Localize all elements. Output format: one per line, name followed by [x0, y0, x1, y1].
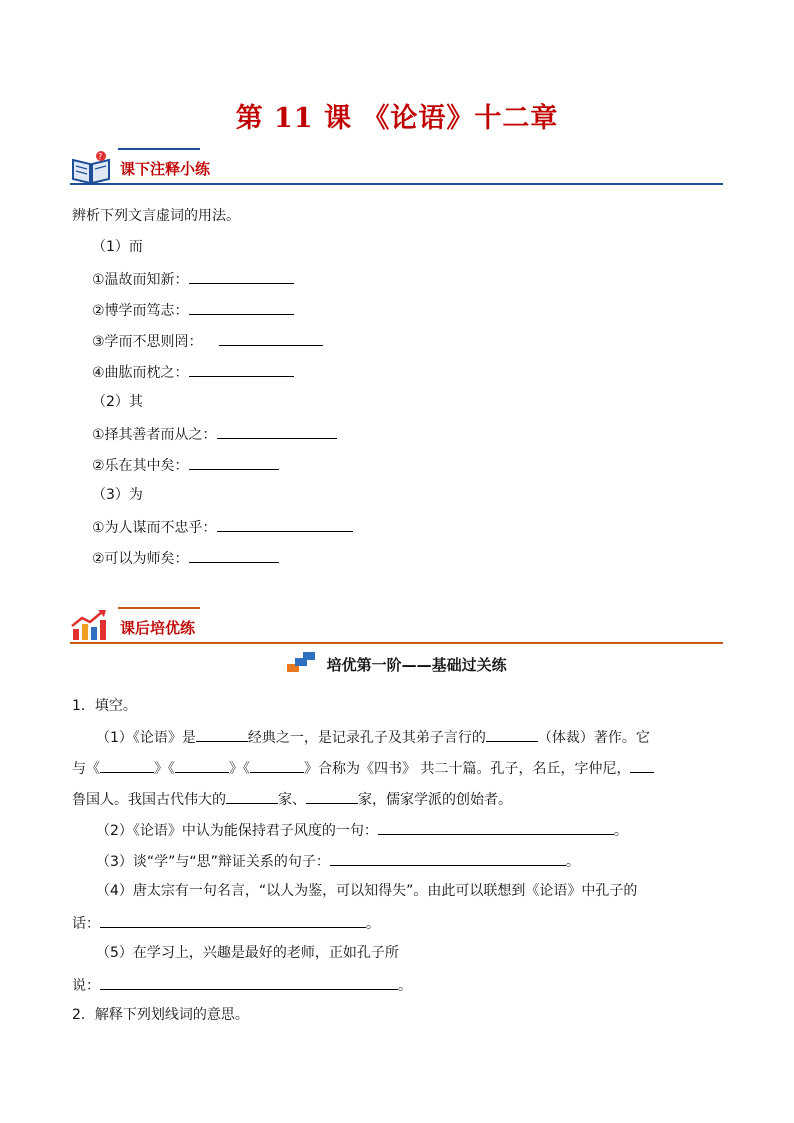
item-prompt: ③学而不思则罔： — [92, 334, 203, 350]
growth-chart-icon — [70, 609, 108, 641]
group-heading-er: （1）而 — [92, 239, 143, 255]
text-run: 家，儒家学派的创始者。 — [358, 792, 512, 808]
answer-blank[interactable] — [630, 758, 654, 773]
item-prompt: ④曲肱而枕之： — [92, 365, 189, 381]
answer-blank[interactable] — [219, 331, 323, 346]
answer-blank[interactable] — [486, 727, 538, 742]
item-prompt: ②可以为师矣： — [92, 551, 189, 567]
exercise-item — [92, 455, 279, 475]
fill-line — [72, 975, 412, 995]
answer-blank[interactable] — [100, 913, 366, 928]
section-label: 课后培优练 — [120, 619, 196, 637]
subheading — [0, 652, 794, 675]
instruction: 辨析下列文言虚词的用法。 — [72, 208, 240, 224]
fill-line — [96, 851, 580, 871]
text-run: 。 — [366, 916, 380, 932]
fill-line — [72, 913, 380, 933]
fill-line — [96, 727, 650, 747]
answer-blank[interactable] — [189, 269, 294, 284]
item-prompt: ②乐在其中矣： — [92, 458, 189, 474]
answer-blank[interactable] — [306, 789, 358, 804]
answer-blank[interactable] — [189, 548, 279, 563]
text-run: 》合称为《四书》 共二十篇。孔子，名丘，字仲尼， — [304, 761, 631, 777]
steps-icon — [287, 652, 317, 674]
svg-text:?: ? — [98, 152, 103, 161]
text-run: 家、 — [278, 792, 306, 808]
answer-blank[interactable] — [226, 789, 278, 804]
exercise-item — [92, 362, 294, 382]
exercise-item — [92, 548, 279, 568]
book-icon — [70, 150, 112, 186]
section-label: 课下注释小练 — [120, 160, 211, 178]
text-run: （1）《论语》是 — [96, 730, 196, 746]
group-heading-wei: （3）为 — [92, 487, 143, 503]
text-line: （5）在学习上，兴趣是最好的老师，正如孔子所 — [96, 945, 399, 961]
answer-blank[interactable] — [189, 362, 294, 377]
header-rule — [70, 183, 723, 185]
text-run: 》《 — [229, 761, 250, 777]
text-run: 鲁国人。我国古代伟大的 — [72, 792, 226, 808]
answer-blank[interactable] — [189, 300, 294, 315]
text-line: （4）唐太宗有一句名言，“以人为鉴，可以知得失”。由此可以联想到《论语》中孔子的 — [96, 883, 638, 899]
subheading-text: 培优第一阶——基础过关练 — [326, 656, 507, 674]
item-prompt: ①为人谋而不忠乎： — [92, 520, 217, 536]
answer-blank[interactable] — [100, 975, 398, 990]
exercise-item — [92, 424, 337, 444]
answer-blank[interactable] — [378, 820, 614, 835]
text-run: 。 — [565, 854, 580, 870]
header-top-rule — [118, 607, 200, 609]
item-prompt: ①择其善者而从之： — [92, 427, 217, 443]
text-run: 话： — [72, 916, 100, 932]
answer-blank[interactable] — [100, 758, 154, 773]
section-header-practice — [70, 607, 723, 647]
exercise-item — [92, 517, 353, 537]
answer-blank[interactable] — [196, 727, 248, 742]
exercise-item — [92, 331, 323, 351]
answer-blank[interactable] — [217, 517, 353, 532]
text-run: 经典之一，是记录孔子及其弟子言行的 — [247, 730, 486, 746]
fill-line — [72, 789, 512, 809]
fill-line — [72, 758, 654, 778]
header-top-rule — [118, 148, 200, 150]
section-header-notes — [70, 148, 723, 188]
text-run: 说： — [72, 978, 100, 994]
answer-blank[interactable] — [189, 455, 279, 470]
text-run: （2）《论语》中认为能保持君子风度的一句： — [96, 823, 378, 839]
answer-blank[interactable] — [175, 758, 229, 773]
question-2-heading: 2．解释下列划线词的意思。 — [72, 1007, 249, 1023]
text-run: 。 — [613, 823, 628, 839]
exercise-item — [92, 300, 294, 320]
answer-blank[interactable] — [250, 758, 304, 773]
answer-blank[interactable] — [330, 851, 566, 866]
question-1-heading: 1．填空。 — [72, 698, 137, 714]
text-run: （体裁）著作。它 — [537, 730, 650, 746]
text-run: 。 — [398, 978, 412, 994]
fill-line — [96, 820, 628, 840]
answer-blank[interactable] — [217, 424, 337, 439]
item-prompt: ①温故而知新： — [92, 272, 189, 288]
text-run: 与《 — [72, 761, 100, 777]
text-run: （3）谈“学”与“思”辩证关系的句子： — [96, 854, 330, 870]
group-heading-qi: （2）其 — [92, 394, 143, 410]
page-title: 第 11 课 《论语》十二章 — [235, 103, 559, 134]
header-rule — [70, 642, 723, 644]
exercise-item — [92, 269, 294, 289]
text-run: 》《 — [154, 761, 175, 777]
item-prompt: ②博学而笃志： — [92, 303, 189, 319]
